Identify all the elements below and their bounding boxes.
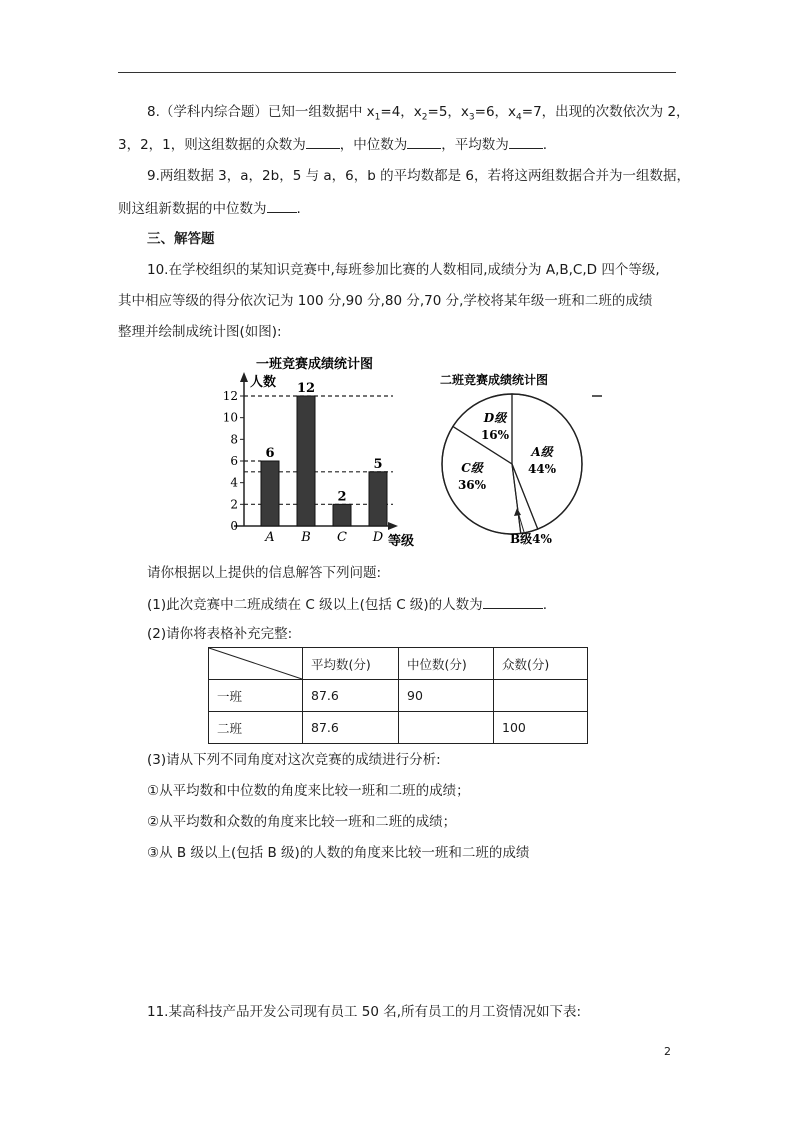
x-category-label: D	[372, 530, 384, 545]
pie-label: A级	[531, 445, 553, 459]
q9-text: 则这组新数据的中位数为	[118, 201, 267, 217]
y-tick-label: 10	[222, 410, 238, 425]
answer-blank[interactable]	[267, 198, 297, 213]
y-axis-label: 人数	[250, 375, 277, 390]
pie-label: C级	[461, 461, 483, 475]
y-tick-label: 6	[230, 454, 238, 468]
q8-text: =5，x	[427, 104, 469, 120]
answer-blank[interactable]	[483, 594, 543, 609]
table-cell: 90	[399, 680, 494, 712]
x-category-label: B	[301, 530, 311, 545]
diagonal-line	[209, 648, 302, 679]
row-label: 二班	[209, 712, 303, 744]
q10-text: .	[542, 597, 547, 613]
y-tick-label: 4	[230, 475, 238, 490]
chart-title: 一班竞赛成绩统计图	[256, 357, 374, 372]
q8-line1	[147, 102, 690, 128]
pie-value-label: 16%	[480, 428, 510, 442]
q8-line2	[118, 134, 547, 155]
diagonal-header-cell	[209, 648, 303, 680]
q10-part3-1: ①从平均数和中位数的角度来比较一班和二班的成绩；	[147, 783, 470, 799]
y-tick-label: 2	[230, 497, 238, 512]
table-row	[209, 712, 588, 744]
page-number: 2	[664, 1045, 671, 1058]
q10-ask: 请你根据以上提供的信息解答下列问题:	[147, 565, 382, 581]
q8-text: ，平均数为	[441, 137, 509, 153]
bar	[297, 396, 315, 526]
table-cell: 87.6	[303, 680, 399, 712]
bar-value-label: 6	[265, 446, 275, 461]
class1-bar-chart	[222, 350, 428, 550]
class2-pie-chart	[432, 366, 602, 552]
chart-title: 二班竞赛成绩统计图	[440, 373, 549, 387]
q8-text: =7，出现的次数依次为 2，	[521, 104, 690, 120]
q8-text: ，中位数为	[339, 137, 408, 153]
q8-text: 3，2，1，则这组数据的众数为	[118, 137, 306, 153]
table-cell: 87.6	[303, 712, 399, 744]
bar	[333, 504, 351, 526]
bar-value-label: 5	[373, 456, 383, 472]
section-title: 三、解答题	[147, 231, 215, 247]
score-table	[208, 647, 588, 744]
x-axis-label: 等级	[388, 534, 415, 549]
pie-value-label: 36%	[457, 478, 487, 492]
q10-part1	[147, 594, 547, 615]
q10-part3: (3)请从下列不同角度对这次竞赛的成绩进行分析:	[147, 752, 441, 768]
table-cell-blank[interactable]	[494, 680, 588, 712]
q10-line2: 其中相应等级的得分依次记为 100 分,90 分,80 分,70 分,学校将某年级一班和二班的成绩	[118, 293, 653, 309]
header-cell: 中位数(分)	[399, 648, 494, 680]
q10-part3-3: ③从 B 级以上(包括 B 级)的人数的角度来比较一班和二班的成绩	[147, 845, 530, 861]
header-cell: 众数(分)	[494, 648, 588, 680]
table-header-row	[209, 648, 588, 680]
x-category-label: C	[337, 530, 347, 545]
bar	[261, 461, 279, 526]
header-cell: 平均数(分)	[303, 648, 399, 680]
bar-value-label: 2	[337, 489, 347, 505]
q10-line1: 10.在学校组织的某知识竞赛中,每班参加比赛的人数相同,成绩分为 A,B,C,D 四个等级,	[147, 262, 660, 278]
q8-text: 8.（学科内综合题）已知一组数据中 x	[147, 104, 375, 120]
q10-part2: (2)请你将表格补充完整:	[147, 626, 293, 642]
subscript: 4	[516, 112, 522, 123]
q9-text: .	[296, 201, 301, 217]
q8-text: =4，x	[380, 104, 422, 120]
answer-blank[interactable]	[306, 134, 340, 149]
q11-line: 11.某高科技产品开发公司现有员工 50 名,所有员工的月工资情况如下表:	[147, 1004, 582, 1020]
q8-text: =6，x	[474, 104, 517, 120]
y-tick-label: 12	[222, 389, 238, 403]
pie-label: B级4%	[510, 532, 552, 546]
x-category-label: A	[265, 530, 275, 545]
y-tick-label: 8	[230, 432, 238, 447]
q9-line1: 9.两组数据 3，a，2b，5 与 a，6，b 的平均数都是 6，若将这两组数据合并为一组数据，	[147, 168, 690, 184]
row-label: 一班	[209, 680, 303, 712]
table-row	[209, 680, 588, 712]
table-cell: 100	[494, 712, 588, 744]
y-axis-arrow-icon	[240, 372, 248, 382]
pie-value-label: 44%	[527, 462, 557, 476]
q8-text: .	[542, 137, 548, 153]
table-cell-blank[interactable]	[399, 712, 494, 744]
y-tick-label: 0	[230, 519, 238, 533]
x-axis-arrow-icon	[388, 522, 398, 530]
subscript: 2	[421, 112, 428, 123]
answer-blank[interactable]	[407, 134, 441, 149]
bar	[369, 472, 387, 526]
subscript: 1	[374, 112, 381, 123]
answer-blank[interactable]	[509, 134, 543, 149]
q10-text: (1)此次竞赛中二班成绩在 C 级以上(包括 C 级)的人数为	[147, 597, 483, 613]
q10-line3: 整理并绘制成统计图(如图):	[118, 324, 282, 340]
header-rule	[118, 72, 676, 73]
q9-line2	[118, 198, 301, 219]
bar-value-label: 12	[296, 381, 316, 396]
pie-label: D级	[483, 411, 507, 425]
subscript: 3	[468, 112, 475, 123]
q10-part3-2: ②从平均数和众数的角度来比较一班和二班的成绩；	[147, 814, 457, 830]
